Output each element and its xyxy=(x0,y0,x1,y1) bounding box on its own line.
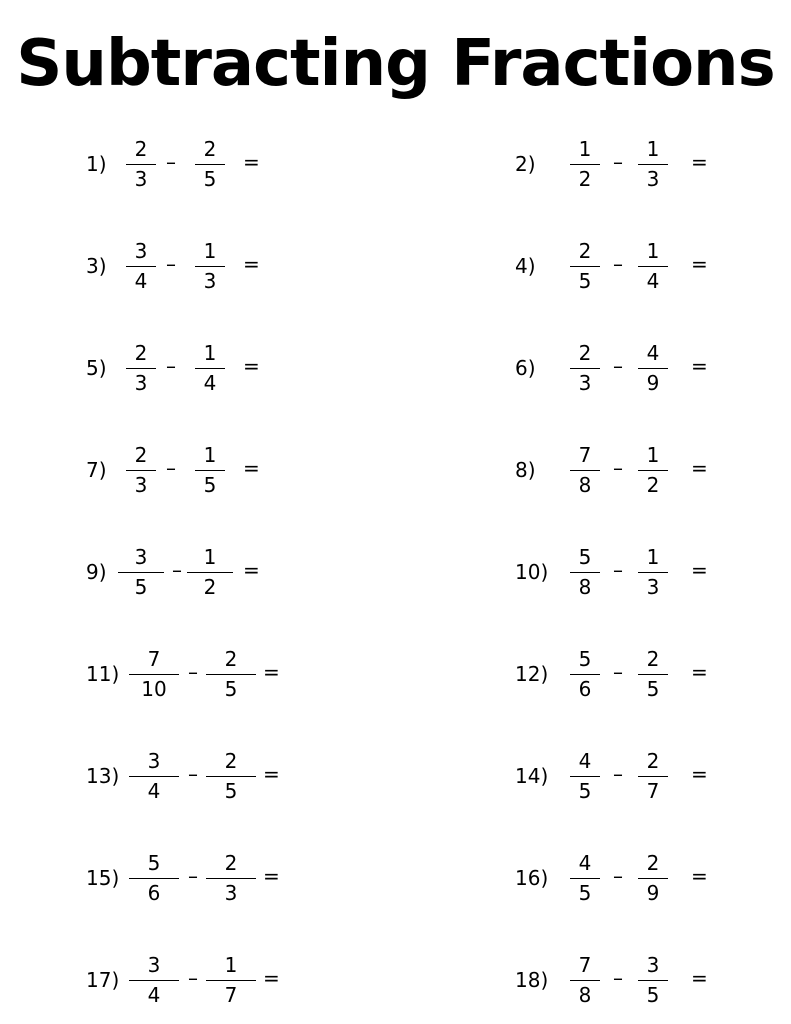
denominator: 4 xyxy=(203,371,217,395)
fraction-bar xyxy=(206,776,256,777)
numerator: 7 xyxy=(578,443,592,467)
minus-sign: – xyxy=(613,456,623,480)
fraction-bar xyxy=(206,878,256,879)
numerator: 2 xyxy=(224,749,238,773)
fraction-bar xyxy=(570,674,600,675)
fraction-bar xyxy=(195,266,225,267)
problem-3 xyxy=(86,240,286,300)
minus-sign: – xyxy=(613,660,623,684)
problem-14 xyxy=(515,750,715,810)
fraction-bar xyxy=(126,164,156,165)
problem-number: 9) xyxy=(86,560,107,584)
minus-sign: – xyxy=(613,354,623,378)
numerator: 7 xyxy=(578,953,592,977)
numerator: 7 xyxy=(147,647,161,671)
problem-15 xyxy=(86,852,286,912)
problem-18 xyxy=(515,954,715,1014)
fraction-bar xyxy=(638,470,668,471)
denominator: 8 xyxy=(578,473,592,497)
equals-sign: = xyxy=(691,762,708,786)
numerator: 3 xyxy=(147,953,161,977)
equals-sign: = xyxy=(263,864,280,888)
fraction-bar xyxy=(638,674,668,675)
numerator: 2 xyxy=(134,341,148,365)
fraction-bar xyxy=(195,164,225,165)
fraction-bar xyxy=(638,980,668,981)
denominator: 5 xyxy=(578,881,592,905)
denominator: 3 xyxy=(646,167,660,191)
denominator: 5 xyxy=(203,473,217,497)
numerator: 2 xyxy=(646,749,660,773)
numerator: 1 xyxy=(203,443,217,467)
problem-4 xyxy=(515,240,715,300)
problem-number: 3) xyxy=(86,254,107,278)
fraction-bar xyxy=(206,674,256,675)
minus-sign: – xyxy=(613,762,623,786)
problem-10 xyxy=(515,546,715,606)
problem-number: 18) xyxy=(515,968,549,992)
fraction-bar xyxy=(195,470,225,471)
problem-6 xyxy=(515,342,715,402)
equals-sign: = xyxy=(691,864,708,888)
problem-11 xyxy=(86,648,286,708)
denominator: 3 xyxy=(203,269,217,293)
fraction-bar xyxy=(638,878,668,879)
numerator: 1 xyxy=(224,953,238,977)
numerator: 5 xyxy=(147,851,161,875)
denominator: 10 xyxy=(141,677,167,701)
problem-number: 15) xyxy=(86,866,120,890)
fraction-bar xyxy=(570,266,600,267)
problem-9 xyxy=(86,546,286,606)
fraction-bar xyxy=(638,164,668,165)
equals-sign: = xyxy=(263,966,280,990)
minus-sign: – xyxy=(613,558,623,582)
numerator: 2 xyxy=(578,341,592,365)
fraction-bar xyxy=(638,572,668,573)
numerator: 4 xyxy=(578,749,592,773)
denominator: 8 xyxy=(578,575,592,599)
equals-sign: = xyxy=(691,456,708,480)
denominator: 4 xyxy=(147,983,161,1007)
denominator: 3 xyxy=(134,371,148,395)
fraction-bar xyxy=(126,266,156,267)
numerator: 1 xyxy=(203,239,217,263)
problem-13 xyxy=(86,750,286,810)
problem-number: 10) xyxy=(515,560,549,584)
minus-sign: – xyxy=(613,150,623,174)
denominator: 4 xyxy=(134,269,148,293)
problem-number: 1) xyxy=(86,152,107,176)
equals-sign: = xyxy=(243,456,260,480)
fraction-bar xyxy=(570,776,600,777)
equals-sign: = xyxy=(691,660,708,684)
denominator: 4 xyxy=(147,779,161,803)
problem-16 xyxy=(515,852,715,912)
problem-number: 6) xyxy=(515,356,536,380)
denominator: 9 xyxy=(646,881,660,905)
equals-sign: = xyxy=(243,252,260,276)
denominator: 3 xyxy=(134,167,148,191)
numerator: 1 xyxy=(203,545,217,569)
fraction-bar xyxy=(129,980,179,981)
fraction-bar xyxy=(126,470,156,471)
numerator: 1 xyxy=(646,137,660,161)
page-title: Subtracting Fractions xyxy=(16,27,775,101)
fraction-bar xyxy=(129,674,179,675)
problem-12 xyxy=(515,648,715,708)
fraction-bar xyxy=(570,470,600,471)
numerator: 2 xyxy=(203,137,217,161)
minus-sign: – xyxy=(166,456,176,480)
numerator: 2 xyxy=(134,443,148,467)
problem-5 xyxy=(86,342,286,402)
denominator: 9 xyxy=(646,371,660,395)
problem-number: 7) xyxy=(86,458,107,482)
minus-sign: – xyxy=(188,966,198,990)
minus-sign: – xyxy=(613,864,623,888)
minus-sign: – xyxy=(613,966,623,990)
numerator: 2 xyxy=(224,647,238,671)
problem-number: 16) xyxy=(515,866,549,890)
denominator: 3 xyxy=(578,371,592,395)
fraction-bar xyxy=(118,572,164,573)
denominator: 5 xyxy=(578,269,592,293)
minus-sign: – xyxy=(166,354,176,378)
numerator: 1 xyxy=(646,443,660,467)
fraction-bar xyxy=(187,572,233,573)
fraction-bar xyxy=(195,368,225,369)
fraction-bar xyxy=(638,368,668,369)
numerator: 3 xyxy=(147,749,161,773)
equals-sign: = xyxy=(263,660,280,684)
problem-number: 17) xyxy=(86,968,120,992)
problem-17 xyxy=(86,954,286,1014)
problem-number: 11) xyxy=(86,662,120,686)
denominator: 5 xyxy=(646,983,660,1007)
denominator: 5 xyxy=(646,677,660,701)
equals-sign: = xyxy=(691,252,708,276)
fraction-bar xyxy=(570,164,600,165)
numerator: 2 xyxy=(646,647,660,671)
denominator: 5 xyxy=(578,779,592,803)
minus-sign: – xyxy=(172,558,182,582)
equals-sign: = xyxy=(243,558,260,582)
problem-1 xyxy=(86,138,286,198)
equals-sign: = xyxy=(691,354,708,378)
numerator: 2 xyxy=(224,851,238,875)
denominator: 6 xyxy=(147,881,161,905)
equals-sign: = xyxy=(263,762,280,786)
numerator: 4 xyxy=(578,851,592,875)
numerator: 3 xyxy=(134,545,148,569)
denominator: 5 xyxy=(203,167,217,191)
denominator: 2 xyxy=(578,167,592,191)
problem-number: 13) xyxy=(86,764,120,788)
minus-sign: – xyxy=(166,150,176,174)
denominator: 5 xyxy=(224,779,238,803)
problem-number: 5) xyxy=(86,356,107,380)
problem-2 xyxy=(515,138,715,198)
denominator: 7 xyxy=(646,779,660,803)
numerator: 3 xyxy=(646,953,660,977)
fraction-bar xyxy=(638,776,668,777)
minus-sign: – xyxy=(188,762,198,786)
numerator: 3 xyxy=(134,239,148,263)
numerator: 5 xyxy=(578,545,592,569)
numerator: 1 xyxy=(646,239,660,263)
fraction-bar xyxy=(129,776,179,777)
fraction-bar xyxy=(570,980,600,981)
minus-sign: – xyxy=(613,252,623,276)
problem-number: 12) xyxy=(515,662,549,686)
problem-number: 8) xyxy=(515,458,536,482)
equals-sign: = xyxy=(691,558,708,582)
denominator: 3 xyxy=(646,575,660,599)
equals-sign: = xyxy=(691,966,708,990)
denominator: 3 xyxy=(224,881,238,905)
minus-sign: – xyxy=(188,660,198,684)
denominator: 7 xyxy=(224,983,238,1007)
denominator: 3 xyxy=(134,473,148,497)
denominator: 5 xyxy=(134,575,148,599)
denominator: 4 xyxy=(646,269,660,293)
denominator: 2 xyxy=(203,575,217,599)
equals-sign: = xyxy=(691,150,708,174)
numerator: 1 xyxy=(646,545,660,569)
fraction-bar xyxy=(206,980,256,981)
numerator: 2 xyxy=(578,239,592,263)
minus-sign: – xyxy=(188,864,198,888)
denominator: 6 xyxy=(578,677,592,701)
minus-sign: – xyxy=(166,252,176,276)
fraction-bar xyxy=(638,266,668,267)
fraction-bar xyxy=(570,878,600,879)
problem-number: 14) xyxy=(515,764,549,788)
denominator: 5 xyxy=(224,677,238,701)
numerator: 5 xyxy=(578,647,592,671)
denominator: 8 xyxy=(578,983,592,1007)
problem-number: 4) xyxy=(515,254,536,278)
fraction-bar xyxy=(126,368,156,369)
numerator: 1 xyxy=(578,137,592,161)
equals-sign: = xyxy=(243,150,260,174)
equals-sign: = xyxy=(243,354,260,378)
numerator: 1 xyxy=(203,341,217,365)
numerator: 2 xyxy=(646,851,660,875)
fraction-bar xyxy=(570,572,600,573)
numerator: 2 xyxy=(134,137,148,161)
problem-8 xyxy=(515,444,715,504)
fraction-bar xyxy=(129,878,179,879)
numerator: 4 xyxy=(646,341,660,365)
denominator: 2 xyxy=(646,473,660,497)
problem-number: 2) xyxy=(515,152,536,176)
fraction-bar xyxy=(570,368,600,369)
problem-7 xyxy=(86,444,286,504)
